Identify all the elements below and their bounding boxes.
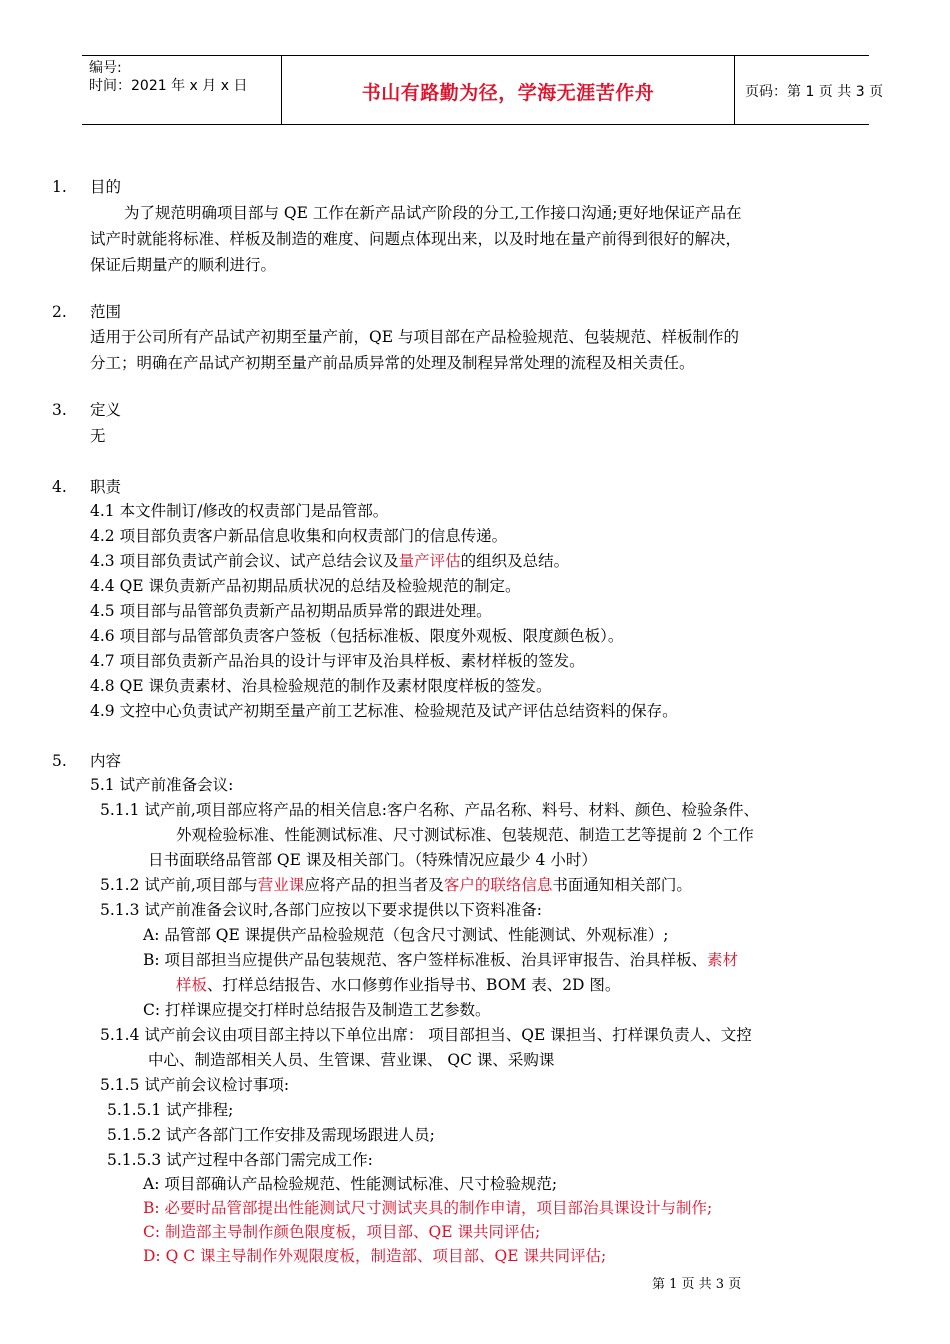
para-5-1-3-item-b-line-2 [176, 976, 620, 994]
para-5-1-3-item-b-highlight-2: 样板 [176, 976, 208, 994]
duty-item-4-3-part-1: 4.3 项目部负责试产前会议、试产总结会议及 [90, 552, 399, 570]
para-5-1-2-part-e: 书面通知相关部门。 [552, 876, 692, 894]
section-5-title: 内容 [90, 752, 122, 770]
header-left-cell [82, 56, 281, 124]
doc-number-label: 编号: [89, 60, 122, 76]
para-5-1-5: 5.1.5 试产前会议检讨事项: [100, 1076, 290, 1094]
header-table [82, 55, 884, 125]
para-5-1-4-line-1: 5.1.4 试产前会议由项目部主持以下单位出席： 项目部担当、QE 课担当、打样课负责人、文控 [100, 1026, 752, 1044]
section-1-title: 目的 [90, 178, 122, 196]
para-5-1-5-3-item-a: A: 项目部确认产品检验规范、性能测试标准、尺寸检验规范; [143, 1175, 558, 1193]
para-5-1-5-2: 5.1.5.2 试产各部门工作安排及需现场跟进人员; [107, 1126, 435, 1144]
duty-item-4-9: 4.9 文控中心负责试产初期至量产前工艺标准、检验规范及试产评估总结资料的保存。 [90, 702, 678, 720]
duty-item-4-3-highlight: 量产评估 [398, 552, 461, 570]
duty-item-4-3 [90, 552, 569, 570]
section-2-title: 范围 [90, 303, 122, 321]
subsection-5-1: 5.1 试产前准备会议: [90, 776, 234, 794]
para-5-1-3-item-b-text-2: 、打样总结报告、水口修剪作业指导书、BOM 表、2D 图。 [207, 976, 621, 994]
duty-item-4-6: 4.6 项目部与品管部负责客户签板（包括标准板、限度外观板、限度颜色板）。 [90, 627, 624, 645]
para-5-1-2 [100, 876, 692, 894]
section-2-number: 2. [52, 303, 67, 321]
motto-title: 书山有路勤为径，学海无涯苦作舟 [361, 82, 655, 104]
header-center-cell [281, 56, 735, 124]
para-5-1-5-3-item-c: C: 制造部主导制作颜色限度板，项目部、QE 课共同评估; [143, 1223, 541, 1241]
section-2-line-1: 适用于公司所有产品试产初期至量产前，QE 与项目部在产品检验规范、包装规范、样板制作的 [90, 328, 739, 346]
date-line: 时间：2021 年 x 月 x 日 [89, 78, 248, 94]
para-5-1-1-line-2: 外观检验标准、性能测试标准、尺寸测试标准、包装规范、制造工艺等提前 2 个工作 [176, 826, 754, 844]
duty-item-4-3-part-2: 的组织及总结。 [460, 552, 570, 570]
para-5-1-2-highlight-sales: 营业课 [257, 876, 305, 894]
para-5-1-3-item-b-line-1 [143, 951, 738, 969]
section-1-line-1: 为了规范明确项目部与 QE 工作在新产品试产阶段的分工,工作接口沟通;更好地保证产品在 [124, 204, 742, 222]
para-5-1-3-item-c: C: 打样课应提交打样时总结报告及制造工艺参数。 [143, 1001, 491, 1019]
section-1-line-2: 试产时就能将标准、样板及制造的难度、问题点体现出来，以及时地在量产前得到很好的解决， [90, 230, 742, 248]
section-5-number: 5. [52, 752, 67, 770]
section-3-title: 定义 [90, 401, 122, 419]
para-5-1-2-highlight-contact: 客户的联络信息 [443, 876, 553, 894]
para-5-1-1-line-3: 日书面联络品管部 QE 课及相关部门。（特殊情况应最少 4 小时） [148, 851, 597, 869]
section-3-text: 无 [90, 427, 106, 445]
duty-item-4-8: 4.8 QE 课负责素材、治具检验规范的制作及素材限度样板的签发。 [90, 677, 552, 695]
section-2-line-2: 分工；明确在产品试产初期至量产前品质异常的处理及制程异常处理的流程及相关责任。 [90, 354, 695, 372]
para-5-1-4-line-2: 中心、制造部相关人员、生管课、营业课、 QC 课、采购课 [148, 1051, 555, 1069]
duty-item-4-5: 4.5 项目部与品管部负责新产品初期品质异常的跟进处理。 [90, 602, 492, 620]
section-1-line-3: 保证后期量产的顺利进行。 [90, 256, 277, 274]
para-5-1-5-1: 5.1.5.1 试产排程; [107, 1101, 234, 1119]
section-1-number: 1. [52, 178, 67, 196]
para-5-1-2-part-a: 5.1.2 试产前,项目部与 [100, 876, 258, 894]
duty-item-4-1: 4.1 本文件制订/修改的权责部门是品管部。 [90, 502, 389, 520]
para-5-1-5-3: 5.1.5.3 试产过程中各部门需完成工作: [107, 1151, 373, 1169]
para-5-1-5-3-item-b: B: 必要时品管部提出性能测试尺寸测试夹具的制作申请，项目部治具课设计与制作; [143, 1199, 713, 1217]
para-5-1-3-item-a: A: 品管部 QE 课提供产品检验规范（包含尺寸测试、性能测试、外观标准）; [143, 926, 669, 944]
duty-item-4-2: 4.2 项目部负责客户新品信息收集和向权责部门的信息传递。 [90, 527, 508, 545]
section-3-number: 3. [52, 401, 67, 419]
para-5-1-1-line-1: 5.1.1 试产前,项目部应将产品的相关信息:客户名称、产品名称、料号、材料、颜色、检验条件、 [100, 801, 760, 819]
para-5-1-3: 5.1.3 试产前准备会议时,各部门应按以下要求提供以下资料准备: [100, 901, 543, 919]
page-footer: 第 1 页 共 3 页 [652, 1277, 742, 1292]
para-5-1-3-item-b-text: B: 项目部担当应提供产品包装规范、客户签样标准板、治具评审报告、治具样板、 [143, 951, 708, 969]
section-4-number: 4. [52, 478, 67, 496]
section-4-title: 职责 [90, 478, 122, 496]
duty-item-4-7: 4.7 项目部负责新产品治具的设计与评审及治具样板、素材样板的签发。 [90, 652, 585, 670]
header-right-cell [734, 56, 884, 124]
para-5-1-5-3-item-d: D: Q C 课主导制作外观限度板，制造部、项目部、QE 课共同评估; [143, 1247, 607, 1265]
duty-item-4-4: 4.4 QE 课负责新产品初期品质状况的总结及检验规范的制定。 [90, 577, 521, 595]
para-5-1-3-item-b-highlight: 素材 [707, 951, 739, 969]
page-info: 页码：第 1 页 共 3 页 [745, 84, 884, 100]
para-5-1-2-part-c: 应将产品的担当者及 [304, 876, 444, 894]
